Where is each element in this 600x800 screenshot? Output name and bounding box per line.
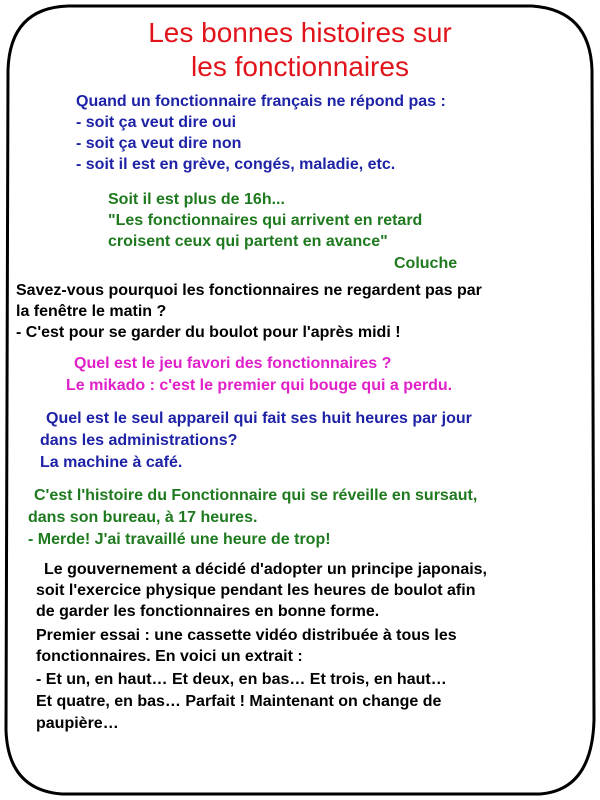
joke7-line: de garder les fonctionnaires en bonne forme. (36, 603, 380, 620)
page-title-line-1: Les bonnes histoires sur (148, 17, 452, 48)
joke7-line: Premier essai : une cassette vidéo distribuée à tous les (36, 627, 457, 644)
joke6-line: - Merde! J'ai travaillé une heure de trop! (28, 531, 331, 548)
joke3-line: la fenêtre le matin ? (16, 303, 167, 320)
joke6-line: C'est l'histoire du Fonctionnaire qui se réveille en sursaut, (34, 487, 478, 504)
joke1-line: - soit ça veut dire non (76, 135, 242, 152)
joke7-line: fonctionnaires. En voici un extrait : (36, 648, 303, 665)
joke2-author: Coluche (394, 255, 458, 272)
joke6-line: dans son bureau, à 17 heures. (28, 509, 258, 526)
joke7-line: - Et un, en haut… Et deux, en bas… Et trois, en haut… (36, 671, 447, 688)
joke1-line: Quand un fonctionnaire français ne répond pas : (76, 93, 446, 110)
joke5-line: dans les administrations? (40, 432, 238, 449)
joke5-line: La machine à café. (40, 454, 183, 471)
joke3-line: Savez-vous pourquoi les fonctionnaires ne regardent pas par (16, 282, 482, 299)
page-title-line-2: les fonctionnaires (191, 51, 409, 82)
joke2-line: Soit il est plus de 16h... (108, 191, 285, 208)
joke2-line: "Les fonctionnaires qui arrivent en retard (108, 212, 423, 229)
joke4-line: Quel est le jeu favori des fonctionnaires ? (74, 355, 392, 372)
joke5-line: Quel est le seul appareil qui fait ses huit heures par jour (46, 410, 472, 427)
joke4-line: Le mikado : c'est le premier qui bouge qui a perdu. (66, 377, 453, 394)
joke7-line: soit l'exercice physique pendant les heures de boulot afin (36, 582, 476, 599)
joke2-line: croisent ceux qui partent en avance" (108, 233, 388, 250)
joke1-line: - soit il est en grève, congés, maladie, etc. (76, 156, 396, 173)
joke7-line: paupière… (36, 715, 119, 732)
joke3-line: - C'est pour se garder du boulot pour l'après midi ! (16, 324, 401, 341)
joke7-line: Et quatre, en bas… Parfait ! Maintenant on change de (36, 693, 442, 710)
joke1-line: - soit ça veut dire oui (76, 114, 237, 131)
joke7-line: Le gouvernement a décidé d'adopter un principe japonais, (44, 561, 487, 578)
